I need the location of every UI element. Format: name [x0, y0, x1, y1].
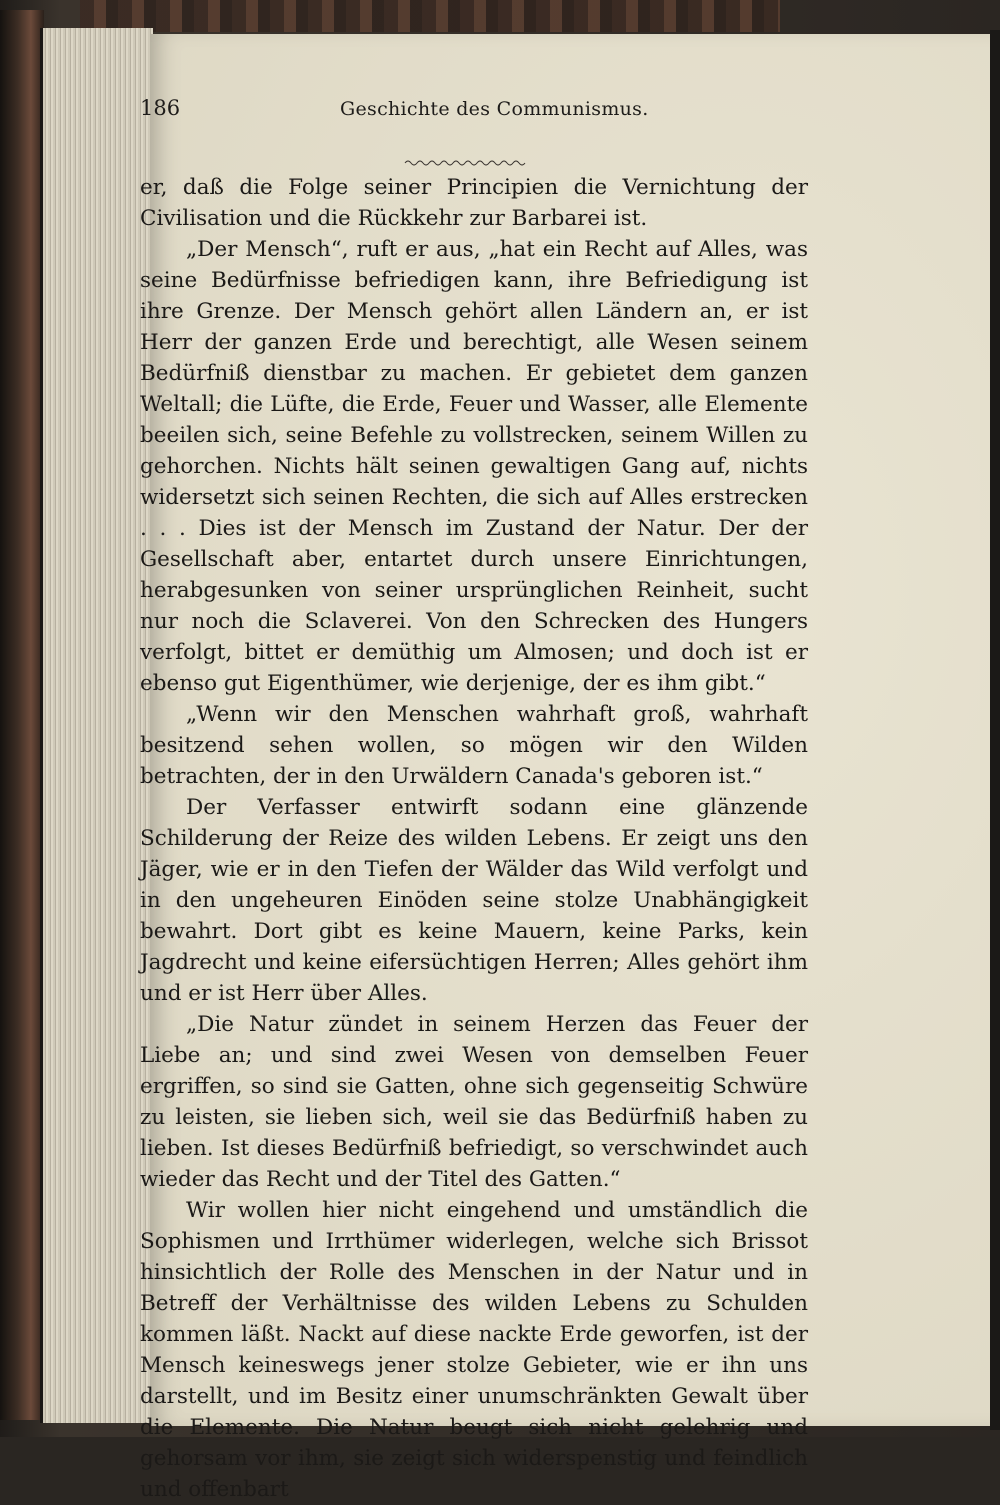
paragraph: „Der Mensch“, ruft er aus, „hat ein Recht auf Alles, was seine Bedürfnisse befriedigen kann, ihre Befriedigung ist ihre Grenze. Der Mensch gehört allen Ländern an, er ist Herr der ganzen Erde und berechtigt, alle Wesen seinem Bedürfniß dienstbar zu machen. Er gebietet dem ganzen Weltall; die Lüfte, die Erde, Feuer und Wasser, alle Elemente beeilen sich, seine Befehle zu vollstrecken, seinem Willen zu gehorchen. Nichts hält seinen gewaltigen Gang auf, nichts widersetzt sich seinen Rechten, die sich auf Alles erstrecken . . . Dies ist der Mensch im Zustand der Natur. Der der Gesellschaft aber, entartet durch unsere Einrichtungen, herabgesunken von seiner ursprünglichen Reinheit, sucht nur noch die Sclaverei. Von den Schrecken des Hungers verfolgt, bittet er demüthig um Almosen; und doch ist er ebenso gut Eigenthümer, wie derjenige, der es ihm gibt.“	[140, 237, 808, 696]
running-head: Geschichte des Communismus.	[340, 98, 649, 120]
paragraph: er, daß die Folge seiner Principien die Vernichtung der Civilisation und die Rückkehr zur Barbarei ist.	[140, 175, 808, 231]
paragraph: Wir wollen hier nicht eingehend und umständlich die Sophismen und Irrthümer widerlegen, welche sich Brissot hinsichtlich der Rolle des Menschen in der Natur und in Betreff der Verhältnisse des wilden Lebens zu Schulden kommen läßt. Nackt auf diese nackte Erde geworfen, ist der Mensch keineswegs jener stolze Gebieter, wie er ihn uns darstellt, und im Besitz einer unumschränkten Gewalt über die Elemente. Die Natur beugt sich nicht gelehrig und gehorsam vor ihm, sie zeigt sich widerspenstig und feindlich und offenbart	[140, 1198, 808, 1502]
paragraph: Der Verfasser entwirft sodann eine glänzende Schilderung der Reize des wilden Lebens. Er zeigt uns den Jäger, wie er in den Tiefen der Wälder das Wild verfolgt und in den ungeheuren Einöden seine stolze Unabhängigkeit bewahrt. Dort gibt es keine Mauern, keine Parks, kein Jagdrecht und keine eifersüchtigen Herren; Alles gehört ihm und er ist Herr über Alles.	[140, 795, 808, 1006]
book-binding	[0, 10, 44, 1420]
body-text	[140, 172, 808, 1505]
paragraph: „Die Natur zündet in seinem Herzen das Feuer der Liebe an; und sind zwei Wesen von demselben Feuer ergriffen, so sind sie Gatten, ohne sich gegenseitig Schwüre zu leisten, sie lieben sich, weil sie das Bedürfniß haben zu lieben. Ist dieses Bedürfniß befriedigt, so verschwindet auch wieder das Recht und der Titel des Gatten.“	[140, 1012, 808, 1192]
wavy-rule-ornament	[405, 158, 525, 168]
paragraph: „Wenn wir den Menschen wahrhaft groß, wahrhaft besitzend sehen wollen, so mögen wir den Wilden betrachten, der in den Urwäldern Canada's geboren ist.“	[140, 702, 808, 789]
book-cover-edge	[80, 0, 780, 32]
scanner-edge	[990, 30, 1000, 1430]
page-number: 186	[140, 96, 181, 120]
page-edges	[40, 28, 153, 1423]
page-header	[140, 96, 840, 126]
